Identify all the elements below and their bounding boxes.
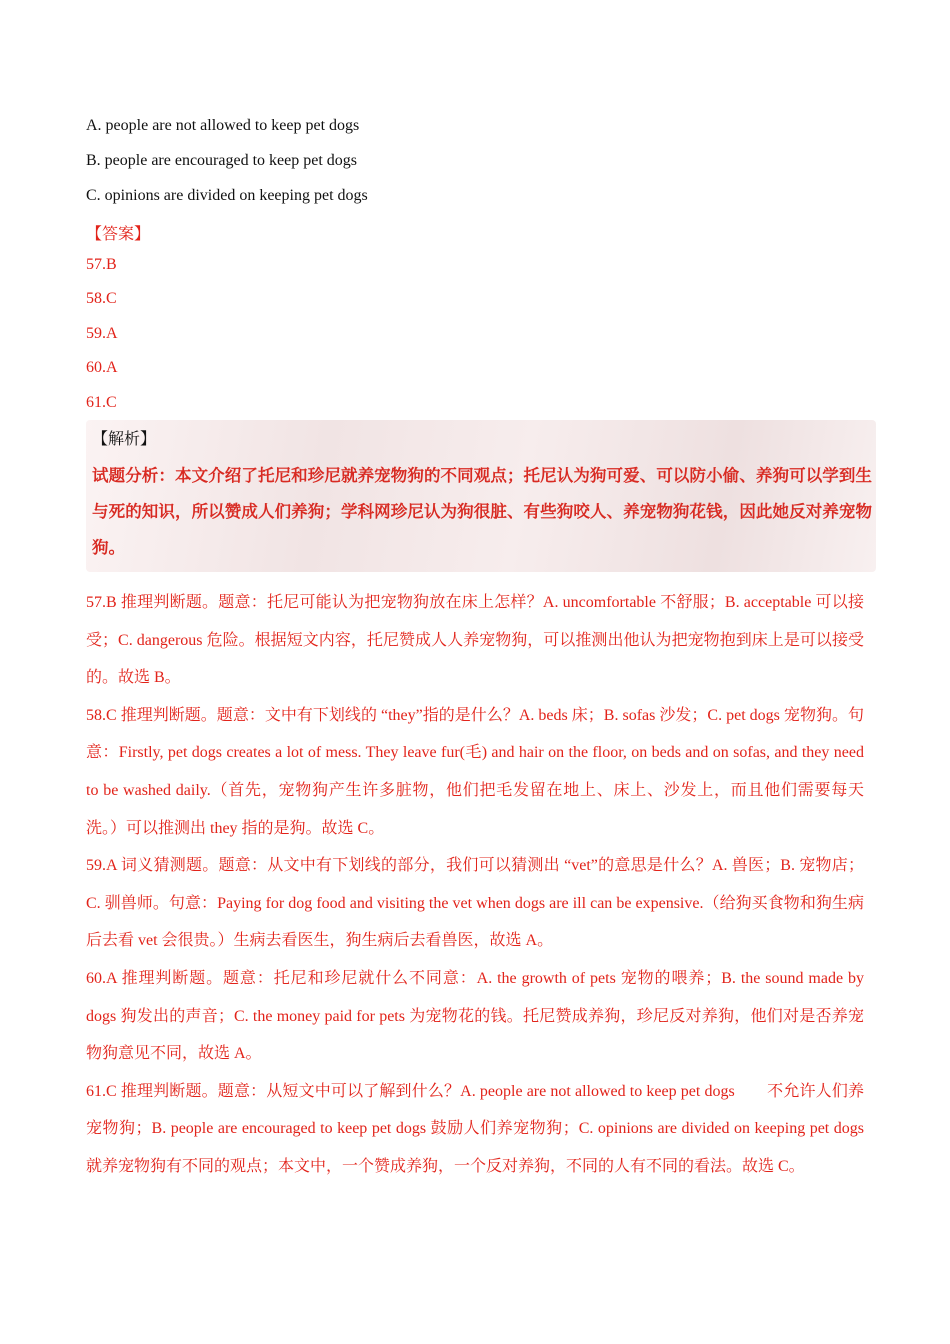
answer-label: 【答案】 <box>86 226 151 243</box>
explanation-58: 58.C 推理判断题。题意：文中有下划线的 “they”指的是什么？A. beds 床；B. sofas 沙发；C. pet dogs 宠物狗。句意：Firstly, pet dogs creates a lot of mess. They leave fur(毛) and hair on the floor, on beds and on sofas, and they need to be washed daily.（首先，宠物狗产生许多脏物，他们把毛发留在地上、床上、沙发上，而且他们需要每天洗。）可以推测出 they 指的是狗。故选 C。 <box>86 706 864 837</box>
explanation-57: 57.B 推理判断题。题意：托尼可能认为把宠物狗放在床上怎样？A. uncomfortable 不舒服；B. acceptable 可以接受；C. dangerous 危险。根据短文内容，托尼赞成人人养宠物狗，可以推测出他认为把宠物抱到床上是可以接受的。故选 B。 <box>86 594 864 687</box>
option-a: A. people are not allowed to keep pet dogs <box>86 117 360 134</box>
explanations <box>86 584 864 1186</box>
analysis-box <box>86 420 876 572</box>
explanation-60: 60.A 推理判断题。题意：托尼和珍尼就什么不同意：A. the growth of pets 宠物的喂养；B. the sound made by dogs 狗发出的声音；C. the money paid for pets 为宠物花的钱。托尼赞成养狗，珍尼反对养狗，他们对是否养宠物狗意见不同，故选 A。 <box>86 969 864 1063</box>
answer-57: 57.B <box>86 256 117 273</box>
option-b: B. people are encouraged to keep pet dogs <box>86 152 358 169</box>
answer-61: 61.C <box>86 394 117 411</box>
answer-60: 60.A <box>86 359 118 376</box>
analysis-text: 试题分析：本文介绍了托尼和珍尼就养宠物狗的不同观点；托尼认为狗可爱、可以防小偷、养狗可以学到生与死的知识，所以赞成人们养狗；学科网珍尼认为狗很脏、有些狗咬人、养宠物狗花钱，因此她反对养宠物狗。 <box>92 466 872 557</box>
analysis-label: 【解析】 <box>92 431 157 448</box>
answer-59: 59.A <box>86 325 118 342</box>
explanation-61: 61.C 推理判断题。题意：从短文中可以了解到什么？A. people are not allowed to keep pet dogs 不允许人们养宠物狗；B. people are encouraged to keep pet dogs 鼓励人们养宠物狗；C. opinions are divided on keeping pet dogs 就养宠物狗有不同的观点；本文中，一个赞成养狗，一个反对养狗，不同的人有不同的看法。故选 C。 <box>86 1082 864 1175</box>
explanation-59: 59.A 词义猜测题。题意：从文中有下划线的部分，我们可以猜测出 “vet”的意思是什么？A. 兽医；B. 宠物店；C. 驯兽师。句意：Paying for dog food and visiting the vet when dogs are ill can be expensive.（给狗买食物和狗生病后去看 vet 会很贵。）生病去看医生，狗生病后去看兽医，故选 A。 <box>86 857 864 950</box>
option-c: C. opinions are divided on keeping pet dogs <box>86 187 368 204</box>
answer-58: 58.C <box>86 290 117 307</box>
